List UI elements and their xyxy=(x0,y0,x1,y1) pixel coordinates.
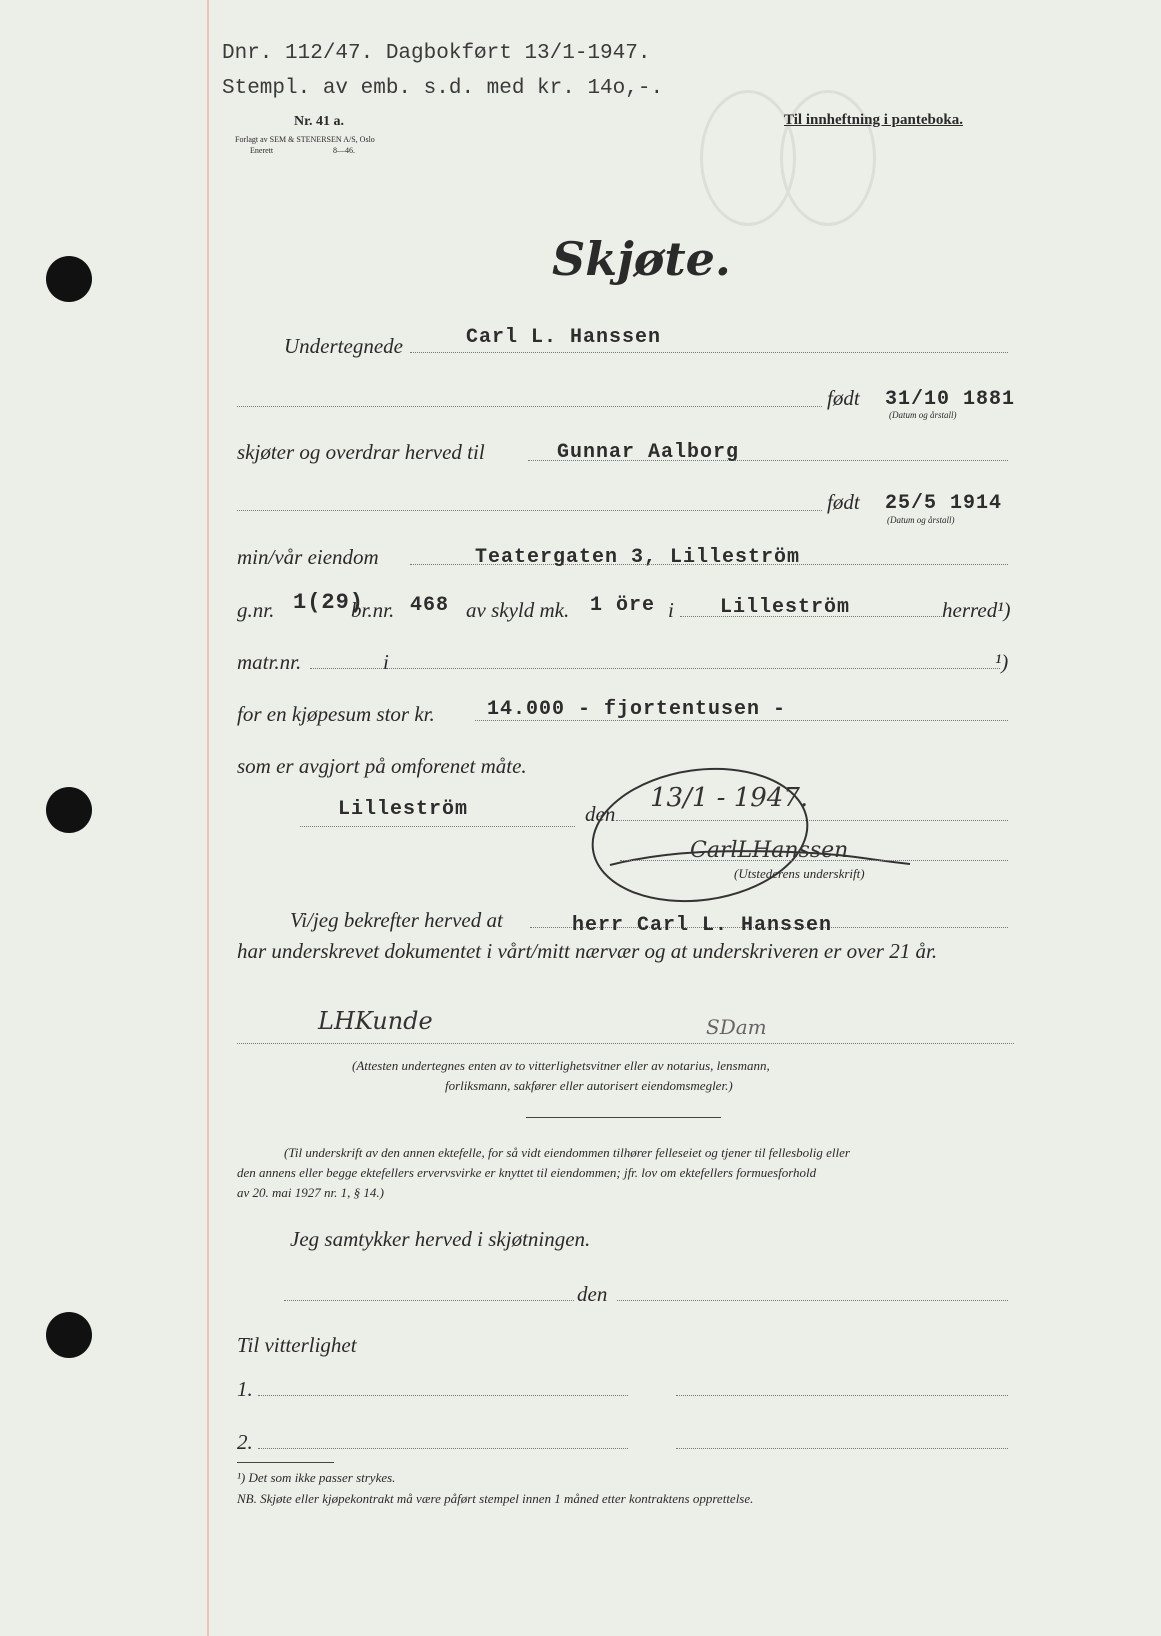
i-label: i xyxy=(668,598,674,622)
born-value-1: 31/10 1881 xyxy=(885,388,1016,411)
divider xyxy=(526,1117,721,1118)
born-label-2: født xyxy=(827,490,860,514)
confirm-value: herr Carl L. Hanssen xyxy=(572,914,833,937)
dotted-line xyxy=(284,1300,574,1301)
skyld-label: av skyld mk. xyxy=(466,598,570,622)
spouse-note-3: av 20. mai 1927 nr. 1, § 14.) xyxy=(237,1185,384,1200)
brnr-label: br.nr. xyxy=(351,598,395,622)
punch-hole xyxy=(46,1312,92,1358)
dotted-line xyxy=(310,668,1000,669)
page-title: Skjøte. xyxy=(552,232,731,286)
stamp-line: Stempl. av emb. s.d. med kr. 14o,-. xyxy=(222,77,664,100)
top-right-label: Til innheftning i panteboka. xyxy=(784,112,963,128)
witness-1-label: 1. xyxy=(237,1377,253,1401)
margin-line xyxy=(207,0,209,1636)
skyld-value: 1 öre xyxy=(590,594,656,617)
dotted-line xyxy=(237,1043,1014,1044)
matr-label: matr.nr. xyxy=(237,650,302,674)
confirm-text: har underskrevet dokumentet i vårt/mitt nærvær og at underskriveren er over 21 år. xyxy=(237,939,938,963)
born-value-2: 25/5 1914 xyxy=(885,492,1003,515)
herred-label: herred¹) xyxy=(942,598,1011,622)
dotted-line xyxy=(300,826,575,827)
dotted-line xyxy=(617,1300,1008,1301)
dotted-line xyxy=(676,1395,1008,1396)
gnr-label: g.nr. xyxy=(237,598,275,622)
date-hint-1: (Datum og årstall) xyxy=(889,410,957,420)
dotted-line xyxy=(676,1448,1008,1449)
dotted-line xyxy=(258,1448,628,1449)
dotted-line xyxy=(237,406,822,407)
watermark xyxy=(780,90,876,226)
date-hint-2: (Datum og årstall) xyxy=(887,515,955,525)
dotted-line xyxy=(258,1395,628,1396)
place-value: Lilleström xyxy=(338,798,469,821)
footnote-2: NB. Skjøte eller kjøpekontrakt må være påført stempel innen 1 måned etter kontraktens opprettelse. xyxy=(237,1491,754,1506)
herred-value: Lilleström xyxy=(720,596,851,619)
witness-signature-2: SDam xyxy=(706,1015,767,1039)
witness-2-label: 2. xyxy=(237,1430,253,1454)
punch-hole xyxy=(46,256,92,302)
spouse-note-1: (Til underskrift av den annen ektefelle, for så vidt eiendommen tilhører felleseiet og tjener til fellesbolig eller xyxy=(284,1145,850,1160)
witness-signature-1: LHKunde xyxy=(318,1007,433,1035)
publisher-line: Forlagt av SEM & STENERSEN A/S, Oslo xyxy=(235,135,375,144)
footnote-1: ¹) Det som ikke passer strykes. xyxy=(237,1470,396,1485)
punch-hole xyxy=(46,787,92,833)
issuer-sig-label: (Utstederens underskrift) xyxy=(734,866,865,881)
dotted-line xyxy=(237,510,822,511)
form-number: Nr. 41 a. xyxy=(294,114,345,129)
matr-end: ¹) xyxy=(995,650,1009,674)
property-value: Teatergaten 3, Lilleström xyxy=(475,546,801,569)
footnote-divider xyxy=(237,1462,334,1463)
publisher-line-2: Enerett xyxy=(250,146,274,155)
matr-i: i xyxy=(383,650,389,674)
publisher-date: 8—46. xyxy=(333,146,355,155)
gnr-value: 1(29) xyxy=(293,590,365,615)
dotted-line xyxy=(410,352,1008,353)
confirm-label: Vi/jeg bekrefter herved at xyxy=(290,908,503,932)
price-label: for en kjøpesum stor kr. xyxy=(237,702,435,726)
attest-note-2: forliksmann, sakfører eller autorisert eiendomsmegler.) xyxy=(445,1078,733,1093)
undersigned-value: Carl L. Hanssen xyxy=(466,326,662,349)
price-value: 14.000 - fjortentusen - xyxy=(487,698,787,721)
den-label: den xyxy=(585,802,616,826)
issuer-signature: CarlLHanssen xyxy=(690,838,849,863)
brnr-value: 468 xyxy=(410,594,450,617)
date-value-handwritten: 13/1 - 1947. xyxy=(650,783,809,813)
registry-line: Dnr. 112/47. Dagbokført 13/1-1947. xyxy=(222,42,651,65)
property-label: min/vår eiendom xyxy=(237,545,379,569)
witness-title: Til vitterlighet xyxy=(237,1333,357,1357)
settled-text: som er avgjort på omforenet måte. xyxy=(237,754,527,778)
consent-text: Jeg samtykker herved i skjøtningen. xyxy=(290,1227,591,1251)
signature-loop xyxy=(590,760,920,910)
transfer-value: Gunnar Aalborg xyxy=(557,441,740,464)
spouse-note-2: den annens eller begge ektefellers ervervsvirke er knyttet til eiendommen; jfr. lov om ektefellers formuesforhold xyxy=(237,1165,817,1180)
transfer-label: skjøter og overdrar herved til xyxy=(237,440,485,464)
born-label-1: født xyxy=(827,386,860,410)
undersigned-label: Undertegnede xyxy=(284,334,403,358)
dotted-line xyxy=(680,616,942,617)
attest-note-1: (Attesten undertegnes enten av to vitterlighetsvitner eller av notarius, lensmann, xyxy=(352,1058,770,1073)
dotted-line xyxy=(620,860,1008,861)
den-label-2: den xyxy=(577,1282,608,1306)
